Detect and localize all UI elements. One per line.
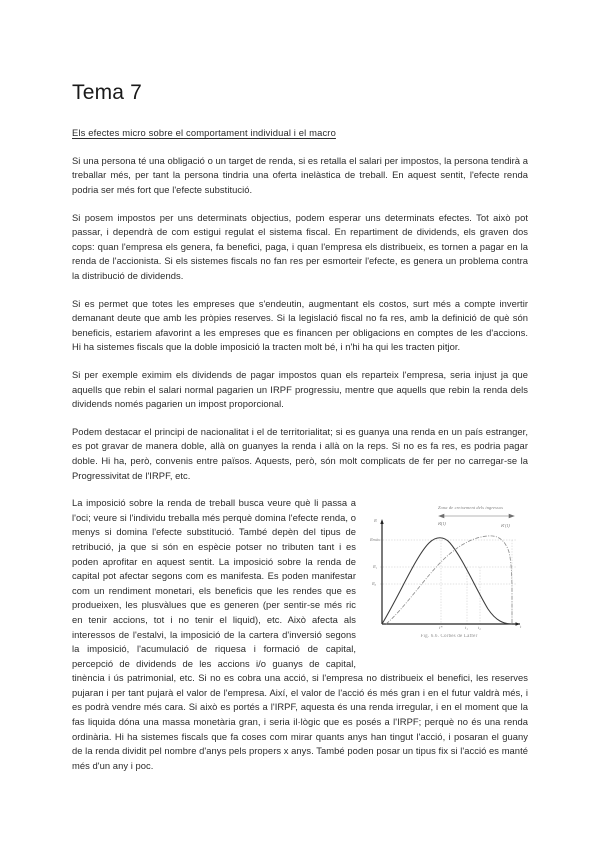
y-tick-0: Rmàx [370,537,380,543]
document-body [72,80,528,773]
section-heading: Els efectes micro sobre el comportament individual i el macro [72,127,336,139]
figure-caption: Fig. 6.6. Corbes de Laffer [420,634,478,640]
x-tick-1: t₁ [465,625,468,631]
laffer-curve-figure [370,504,528,656]
paragraph-1: Si una persona té una obligació o un target de renda, si es retalla el salari per impostos, la persona tendirà a treballar més, per tant la persona tindria una oferta inelàstica de treball. En aquest sentit, l'efecte renda podria ser més fort que l'efecte substitució. [72,154,528,196]
figure-float-wrapper [370,504,528,656]
curve-label-right: R'(t) [501,524,510,530]
x-tick-0: t* [439,625,443,631]
paragraph-2: Si posem impostos per uns determinats objectius, podem esperar uns determinats efectes. Tot això pot passar, i dependrà de com estigui regulat el sistema fiscal. En repartiment de dividends, els graven dos cops: quan l'empresa els genera, fa benefici, paga, i quan l'empresa els distribueix, es tornen a pagar en la renda de l'accionista. Si els sistemes fiscals no fan res per esmorteir l'efecte, es genera un problema contra la distribució de dividends. [72,211,528,282]
curve-label-left: R(t) [438,522,446,528]
curve-r-t [382,538,512,624]
paragraph-wrap-figure: La imposició sobre la renda de treball busca veure què li passa a l'oci; veure si l'individu treballa més perquè domina l'efecte renda, o menys si domina l'efecte substitució. També depèn del tipus de retribució, ja que si són en espècie potser no tributen tant i es poden aprofitar en aquest sentit. La imposició sobre la renda de capital pot afectar segons com es manifesta. Es poden manifestar com un rendiment monetari, els beneficis que les rendes que es produeixen, les plusvàlues que es generen (per sentir-se més ric en tenir accions, tot i no tenir el liquid), etc. Això afecta als interessos de l'estalvi, la imposició de la cartera d'inversió segons la imposició, l'acumulació de riquesa i formació de capital, percepció de dividends de les accions i/o guanys de capital, tinència i ús patrimonial, etc. Si no es cobra una acció, si l'empresa no distribueix el benefici, les reserves pujaran i per tant pujarà el valor de l'empresa. Així, el valor de l'acció és més gran i en el futur valdrà més, i es podrà vendre més cara. Si això es portés a l'IRPF, aquesta és una renda irregular, i en el moment que la fas liquida dóna una massa monetària gran, i seria il·lògic que es posés a l'IRPF; perquè no és una renda ordinària. Hi ha sistemes fiscals que fa coses com mirar quants anys han tingut l'acció, i posaran el guany de la renda dividit pel nombre d'anys pels propers x anys. També poden posar un tipus fix si l'acció es manté més d'un any i poc. [72,497,528,771]
range-annotation-label: Zona de creixement dels ingressos [438,505,504,511]
y-gridlines [380,540,516,584]
page-title: Tema 7 [72,81,143,104]
paragraph-3: Si es permet que totes les empreses que s'endeutin, augmentant els costos, surt més a compte invertir demanant deute que amb les pròpies reserves. Si la legislació fiscal no fa res, amb la definició de què són beneficis, estariem afavorint a les empreses que es financen per obligacions en comptes de les d'accions. Hi ha sistemes fiscals que la doble imposició la tracten molt bé, i n'hi ha qui les tracten pitjor. [72,297,528,353]
range-arrow [439,514,514,518]
paragraph-4: Si per exemple eximim els dividends de pagar impostos quan els reparteix l'empresa, seria injust ja que aquells que rebin el salari normal pagarien un IRPF progressiu, mentre que aquells que rebin la renda dels dividends només pagarien un impost proporcional. [72,369,528,410]
x-axis-label: t [520,624,522,630]
curve-r-prime-t [386,536,512,624]
y-axis-label: R [374,518,377,524]
paragraph-5: Podem destacar el principi de nacionalitat i el de territorialitat; si es guanya una renda en un país estranger, es pot gravar de manera doble, allà on guanyes la renda i allà on la reps. Si no es fa res, es podria pagar doble. Hi ha, però, convenis entre països. Aquests, però, són molt complicats de fer per no carregar-se la Progressivitat de l'IRPF, etc. [72,425,528,481]
chart-axes [380,519,520,626]
y-tick-2: R₀ [372,581,377,587]
x-tick-2: t₂ [478,625,481,631]
y-tick-1: R₁ [373,564,378,570]
